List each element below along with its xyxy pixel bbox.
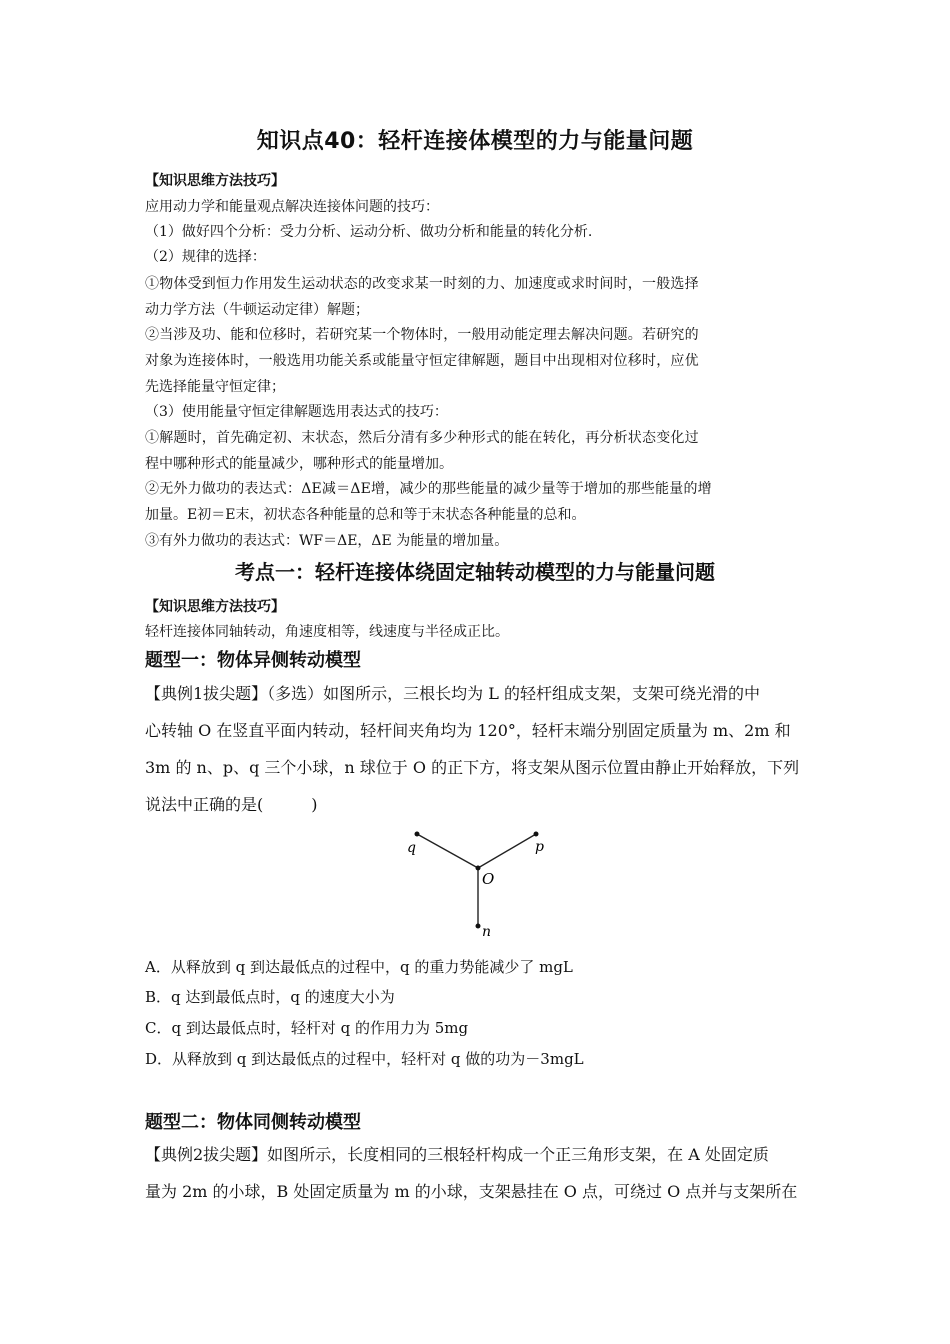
rod-diagram [395,822,565,942]
pivot-o [476,866,481,871]
example-line: 量为 2m 的小球，B 处固定质量为 m 的小球，支架悬挂在 O 点，可绕过 O 点并与支架所在 [145,1182,798,1201]
example-line: 说法中正确的是( ) [145,795,318,814]
text-line: （3）使用能量守恒定律解题选用表达式的技巧： [145,404,448,420]
example-line: 心转轴 O 在竖直平面内转动，轻杆间夹角均为 120°，轻杆末端分别固定质量为 m、2m 和 [145,721,791,740]
text-line: 先选择能量守恒定律； [145,379,285,395]
example-line: 3m 的 n、p、q 三个小球，n 球位于 O 的正下方，将支架从图示位置由静止开始释放，下列 [145,758,800,777]
section-heading: 考点一：轻杆连接体绕固定轴转动模型的力与能量问题 [235,560,715,584]
option-b: B．q 达到最低点时，q 的速度大小为 [145,988,395,1006]
text-line: 动力学方法（牛顿运动定律）解题； [145,302,369,318]
ball-p [534,832,539,837]
option-a: A．从释放到 q 到达最低点的过程中，q 的重力势能减少了 mgL [145,958,573,976]
section-tag: 【知识思维方法技巧】 [145,173,285,189]
text-line: ②无外力做功的表达式：ΔE减＝ΔE增，减少的那些能量的减少量等于增加的那些能量的增 [145,481,712,497]
option-d: D．从释放到 q 到达最低点的过程中，轻杆对 q 做的功为－3mgL [145,1050,584,1068]
text-line: 轻杆连接体同轴转动，角速度相等，线速度与半径成正比。 [145,624,509,640]
example-line: 【典例2拔尖题】如图所示，长度相同的三根轻杆构成一个正三角形支架，在 A 处固定质 [145,1145,769,1164]
subsection-heading: 题型一：物体异侧转动模型 [145,650,361,671]
text-line: 应用动力学和能量观点解决连接体问题的技巧： [145,199,439,215]
example-line: 【典例1拔尖题】（多选）如图所示，三根长均为 L 的轻杆组成支架，支架可绕光滑的中 [145,684,760,703]
text-line: ①解题时，首先确定初、末状态，然后分清有多少种形式的能在转化，再分析状态变化过 [145,430,699,446]
label-o: O [482,870,495,888]
option-c: C．q 到达最低点时，轻杆对 q 的作用力为 5mg [145,1019,469,1037]
text-line: ②当涉及功、能和位移时，若研究某一个物体时，一般用动能定理去解决问题。若研究的 [145,327,699,343]
text-line: 程中哪种形式的能量减少，哪种形式的能量增加。 [145,456,453,472]
rod-oq [417,834,478,868]
text-line: （1）做好四个分析：受力分析、运动分析、做功分析和能量的转化分析. [145,224,593,240]
text-line: （2）规律的选择： [145,249,266,265]
subsection-heading: 题型二：物体同侧转动模型 [145,1112,361,1133]
ball-n [476,924,481,929]
label-p: p [535,839,544,855]
text-line: ③有外力做功的表达式：WF＝ΔE，ΔE 为能量的增加量。 [145,533,509,549]
text-line: ①物体受到恒力作用发生运动状态的改变求某一时刻的力、加速度或求时间时，一般选择 [145,276,699,292]
text-line: 对象为连接体时，一般选用功能关系或能量守恒定律解题，题目中出现相对位移时，应优 [145,353,699,369]
text-line: 加量。E初＝E末，初状态各种能量的总和等于末状态各种能量的总和。 [145,507,586,523]
label-q: q [407,840,416,856]
page-title: 知识点40：轻杆连接体模型的力与能量问题 [256,129,694,154]
ball-q [415,832,420,837]
label-n: n [482,924,492,940]
rod-op [478,834,536,868]
section-tag: 【知识思维方法技巧】 [145,599,285,615]
